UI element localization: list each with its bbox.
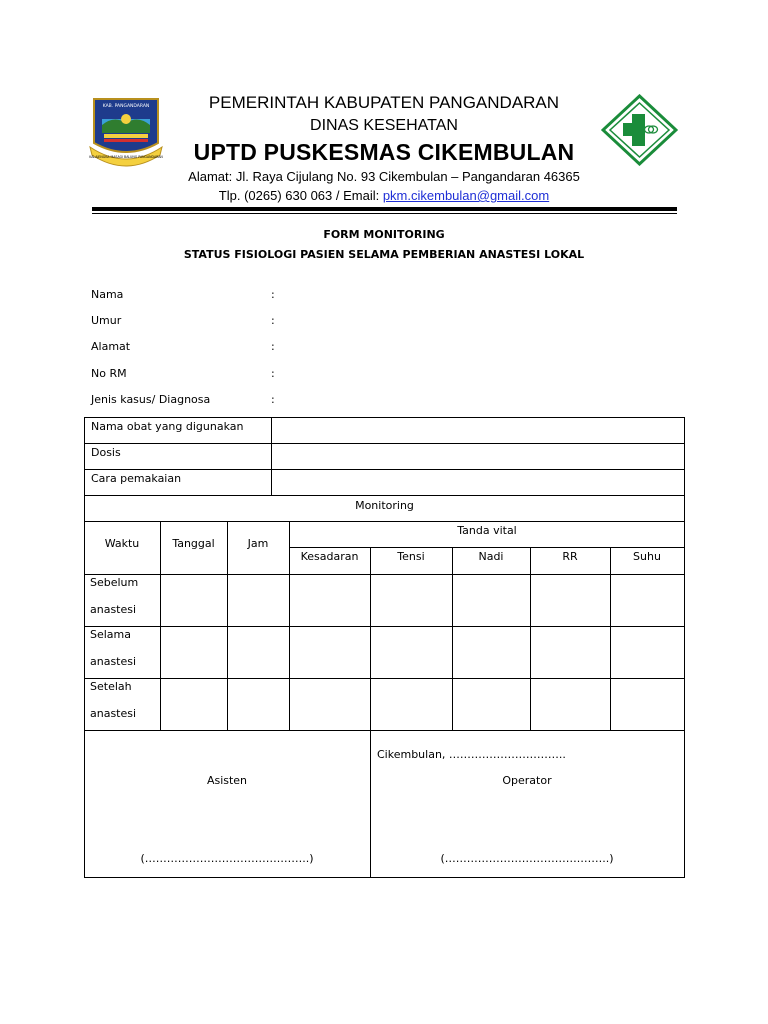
contact-line xyxy=(0,188,768,203)
header-tanggal: Tanggal xyxy=(172,537,215,550)
phase-during-line1: Selama xyxy=(90,628,132,641)
table-border-bottom xyxy=(84,877,685,878)
form-subtitle: STATUS FISIOLOGI PASIEN SELAMA PEMBERIAN ANASTESI LOKAL xyxy=(183,248,585,261)
table-rule xyxy=(84,730,685,731)
table-rule xyxy=(610,547,611,731)
header-rr: RR xyxy=(562,550,578,563)
table-border-right xyxy=(684,417,685,878)
phase-after-line2: anastesi xyxy=(90,707,137,720)
field-label: Alamat xyxy=(91,340,131,353)
header-nadi: Nadi xyxy=(478,550,504,563)
table-rule xyxy=(370,547,371,731)
header-vital-signs: Tanda vital xyxy=(457,524,517,537)
drug-name-label: Nama obat yang digunakan xyxy=(91,420,244,433)
place-date: Cikembulan, ………………………….. xyxy=(377,748,566,761)
table-rule xyxy=(452,547,453,731)
organization-name: UPTD PUSKESMAS CIKEMBULAN xyxy=(193,139,575,165)
assistant-label: Asisten xyxy=(206,774,248,787)
operator-label: Operator xyxy=(502,774,552,787)
table-rule xyxy=(289,547,685,548)
phase-after-line1: Setelah xyxy=(90,680,132,693)
address: Alamat: Jl. Raya Cijulang No. 93 Cikembulan – Pangandaran 46365 xyxy=(188,169,580,184)
header-suhu: Suhu xyxy=(633,550,661,563)
field-label: Umur xyxy=(91,314,122,327)
government-name: PEMERINTAH KABUPATEN PANGANDARAN xyxy=(208,93,560,112)
field-separator: : xyxy=(271,393,275,406)
usage-method-input[interactable] xyxy=(272,470,684,495)
usage-method-label: Cara pemakaian xyxy=(91,472,182,485)
field-separator: : xyxy=(271,340,275,353)
drug-name-input[interactable] xyxy=(272,418,684,443)
contact-prefix: Tlp. (0265) 630 063 / Email: xyxy=(218,188,383,203)
letterhead-divider-thin xyxy=(92,213,677,214)
header-kesadaran: Kesadaran xyxy=(300,550,359,563)
table-rule xyxy=(84,495,685,496)
field-label: No RM xyxy=(91,367,127,380)
dose-label: Dosis xyxy=(91,446,121,459)
email-link[interactable]: pkm.cikembulan@gmail.com xyxy=(382,188,550,203)
form-title: FORM MONITORING xyxy=(323,228,445,241)
table-rule xyxy=(84,521,685,522)
field-separator: : xyxy=(271,288,275,301)
operator-signature-blank[interactable]: (……………………………….……..) xyxy=(440,852,614,865)
department-name: DINAS KESEHATAN xyxy=(310,117,458,134)
table-border-left xyxy=(84,417,85,878)
phase-before-line2: anastesi xyxy=(90,603,137,616)
dose-input[interactable] xyxy=(272,444,684,469)
table-rule xyxy=(227,521,228,731)
field-separator: : xyxy=(271,367,275,380)
letterhead-divider xyxy=(92,207,677,211)
phase-before-line1: Sebelum xyxy=(90,576,139,589)
emblem-top-text: KAB. PANGANDARAN xyxy=(102,104,150,109)
table-rule xyxy=(84,626,685,627)
emblem-ribbon-text: KALAJENGKA MASAGI BALUNG PANGANDARAN xyxy=(89,155,163,159)
header-tensi: Tensi xyxy=(397,550,425,563)
table-rule xyxy=(530,547,531,731)
header-jam: Jam xyxy=(247,537,269,550)
monitoring-heading: Monitoring xyxy=(355,499,414,512)
table-rule xyxy=(84,574,685,575)
header-waktu: Waktu xyxy=(104,537,140,550)
table-rule xyxy=(160,521,161,731)
field-label: Nama xyxy=(91,288,124,301)
phase-during-line2: anastesi xyxy=(90,655,137,668)
field-separator: : xyxy=(271,314,275,327)
field-label: Jenis kasus/ Diagnosa xyxy=(91,393,211,406)
assistant-signature-blank[interactable]: (……………………………….……..) xyxy=(140,852,314,865)
table-rule xyxy=(84,678,685,679)
